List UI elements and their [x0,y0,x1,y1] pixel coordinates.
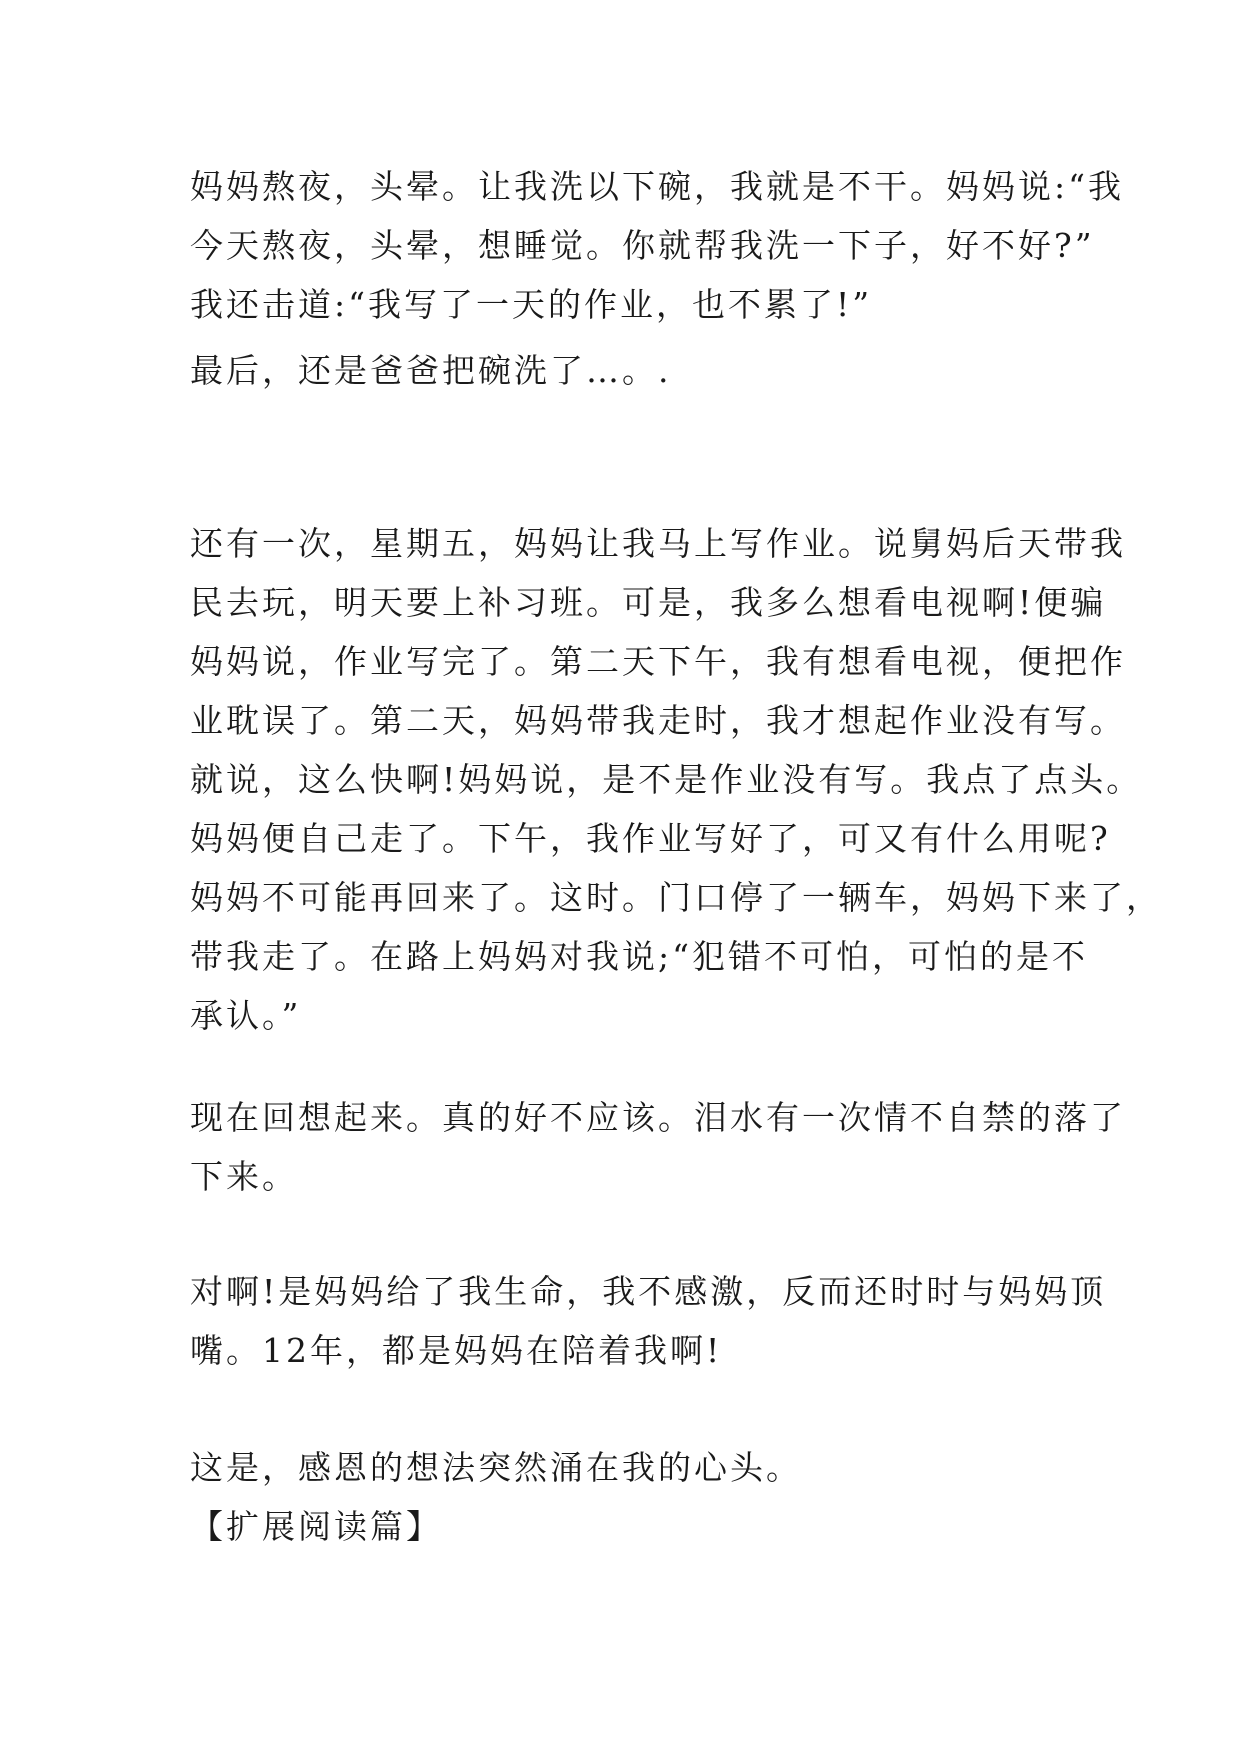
text-line: 我还击道:“我写了一天的作业，也不累了!” [190,285,873,324]
text-line: 下来。 [190,1157,298,1196]
text-line: 今天熬夜，头晕，想睡觉。你就帮我洗一下子，好不好?” [190,226,1095,265]
text-line: 还有一次，星期五，妈妈让我马上写作业。说舅妈后天带我 [190,524,1126,563]
text-line: 现在回想起来。真的好不应该。泪水有一次情不自禁的落了 [190,1098,1126,1137]
text-line: 最后，还是爸爸把碗洗了…。. [190,351,672,390]
paragraph-dishes [190,157,1124,334]
text-line: 妈妈便自己走了。下午，我作业写好了，可又有什么用呢? [190,819,1111,858]
paragraph-gratitude [190,1262,1107,1380]
text-line: 这是，感恩的想法突然涌在我的心头。 [190,1448,802,1487]
text-line: 嘴。12年，都是妈妈在陪着我啊! [190,1331,723,1370]
paragraph-friday-story [190,514,1162,1045]
text-line: 民去玩，明天要上补习班。可是，我多么想看电视啊!便骗 [190,583,1107,622]
text-line: 就说，这么快啊!妈妈说，是不是作业没有写。我点了点头。 [190,760,1143,799]
paragraph-conclusion [190,1438,1070,1497]
text-line: 妈妈不可能再回来了。这时。门口停了一辆车，妈妈下来了， [190,878,1162,917]
text-line: 对啊!是妈妈给了我生命，我不感激，反而还时时与妈妈顶 [190,1272,1107,1311]
paragraph-reflection [190,1088,1126,1206]
paragraph-dad-washed [190,341,1070,400]
extended-reading-heading: 【扩展阅读篇】 [190,1507,442,1546]
text-line: 妈妈熬夜，头晕。让我洗以下碗，我就是不干。妈妈说:“我 [190,167,1124,206]
text-line: 带我走了。在路上妈妈对我说;“犯错不可怕，可怕的是不 [190,937,1088,976]
text-line: 承认。” [190,996,302,1035]
text-line: 业耽误了。第二天，妈妈带我走时，我才想起作业没有写。 [190,701,1126,740]
text-line: 妈妈说，作业写完了。第二天下午，我有想看电视，便把作 [190,642,1126,681]
